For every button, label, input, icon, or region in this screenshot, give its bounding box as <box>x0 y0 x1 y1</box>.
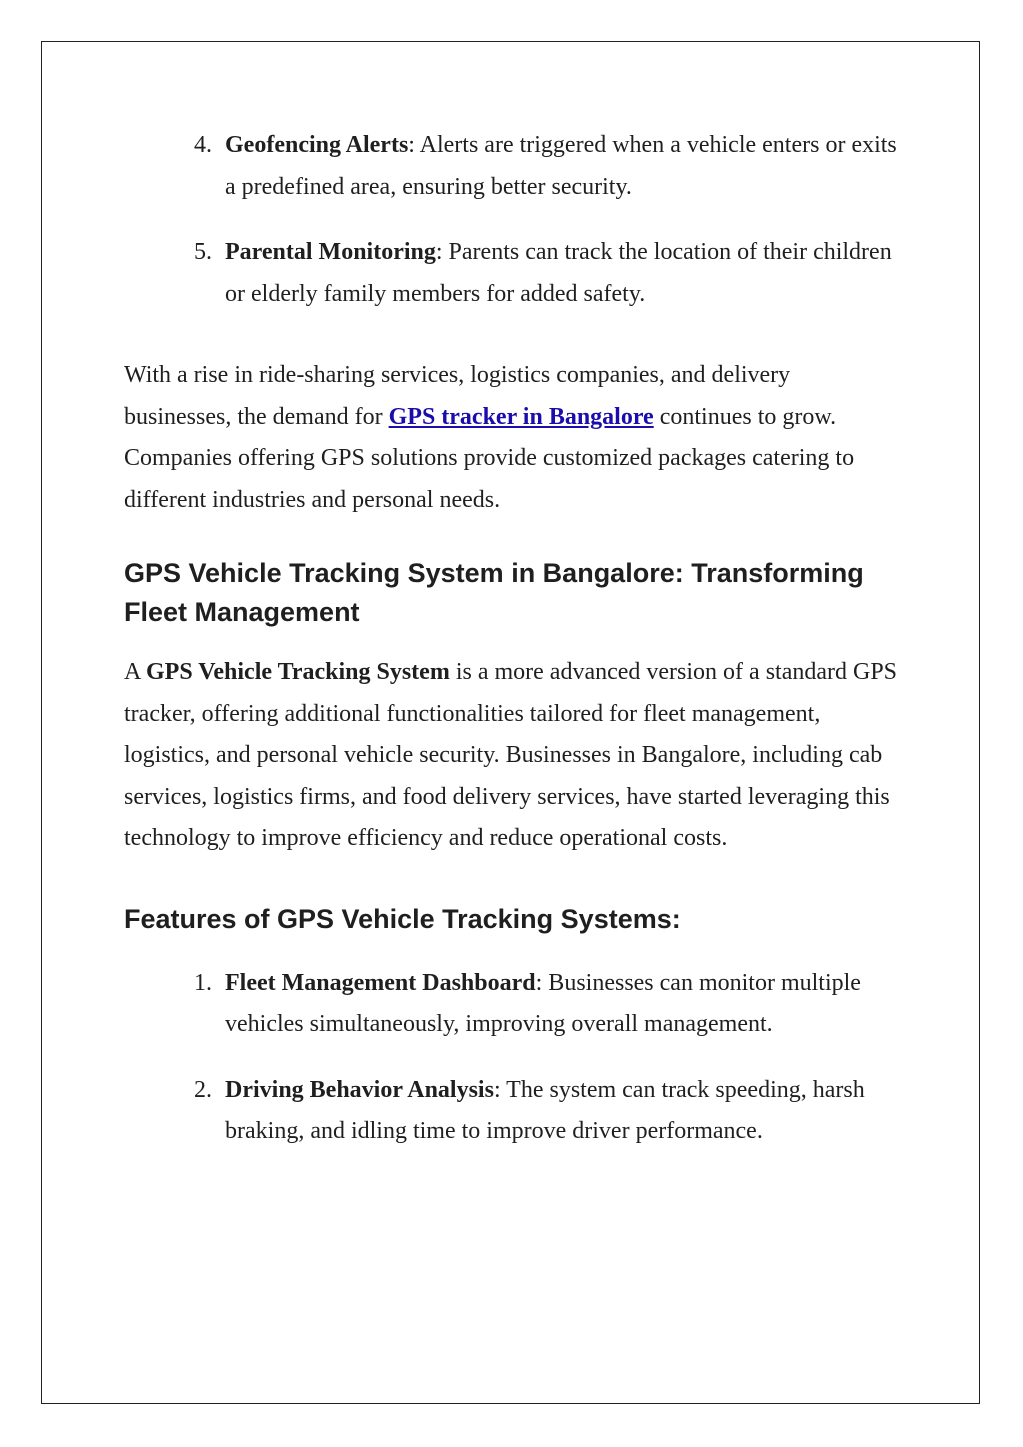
paragraph-text: continues to grow. Companies offering GPS solutions provide customized packages catering to different industries and personal needs. <box>124 403 855 513</box>
paragraph-text: With a rise in ride-sharing services, logistics companies, and delivery businesses, the demand for <box>124 362 791 430</box>
list-item-text: : The system can track speeding, harsh braking, and idling time to improve driver performance. <box>225 1076 865 1144</box>
list-item-text: : Alerts are triggered when a vehicle enters or exits a predefined area, ensuring better security. <box>225 132 897 200</box>
features-list <box>124 963 899 1153</box>
list-item-title: Driving Behavior Analysis <box>225 1076 494 1103</box>
list-item-number: 5. <box>194 239 212 265</box>
list-item-number: 1. <box>194 969 212 996</box>
paragraph-text: is a more advanced version of a standard GPS tracker, offering additional functionalities tailored for fleet management, logistics, and personal vehicle security. Businesses in Bangalore, including cab services, logistics firms, and food delivery services, have started leveraging this technology to improve efficiency and reduce operational costs. <box>124 659 898 851</box>
list-item-text: : Businesses can monitor multiple vehicles simultaneously, improving overall management. <box>225 969 861 1037</box>
features-list-continued <box>124 125 899 315</box>
gps-tracker-bangalore-link[interactable]: GPS tracker in Bangalore <box>388 403 654 430</box>
system-paragraph <box>124 652 899 860</box>
features-heading: Features of GPS Vehicle Tracking Systems: <box>124 903 681 934</box>
list-item <box>124 232 899 315</box>
paragraph-bold-term: GPS Vehicle Tracking System <box>146 659 450 685</box>
list-item <box>124 963 899 1046</box>
list-item-title: Parental Monitoring <box>225 239 436 265</box>
paragraph-text: A <box>124 659 147 685</box>
list-item <box>124 1070 899 1153</box>
list-item-number: 2. <box>194 1076 212 1103</box>
list-item-title: Fleet Management Dashboard <box>225 969 536 996</box>
list-item-number: 4. <box>194 132 212 158</box>
intro-paragraph <box>124 355 899 521</box>
list-item <box>124 125 899 208</box>
document-content <box>124 125 899 1153</box>
section-heading: GPS Vehicle Tracking System in Bangalore: Transforming Fleet Management <box>124 558 864 627</box>
list-item-title: Geofencing Alerts <box>225 132 409 158</box>
list-item-text: : Parents can track the location of their children or elderly family members for added safety. <box>225 239 892 307</box>
